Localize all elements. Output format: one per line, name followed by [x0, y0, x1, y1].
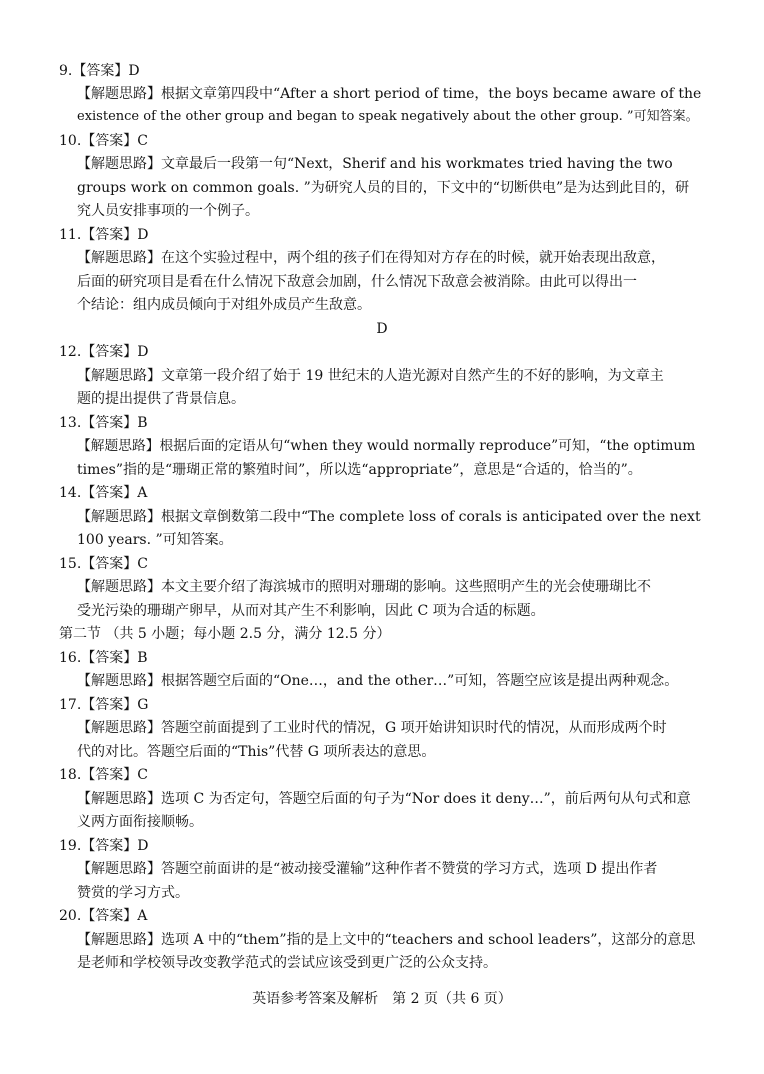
explanation-line: 【解题思路】选项 C 为否定句，答题空后面的句子为“Nor does it deny…”，前后两句从句式和意	[77, 791, 691, 807]
question-number: 13.	[59, 415, 82, 431]
explanation-line: 100 years. ”可知答案。	[77, 532, 233, 548]
answer-letter: D	[128, 63, 140, 79]
explanation-line: existence of the other group and began to speak negatively about the other group. ”可知答案。	[77, 109, 699, 124]
explanation-line: 受光污染的珊瑚产卵早，从而对其产生不利影响，因此 C 项为合适的标题。	[77, 603, 545, 619]
answer-heading-13	[59, 414, 148, 432]
explanation-line: 后面的研究项目是看在什么情况下敌意会加剧，什么情况下敌意会被消除。由此可以得出一	[77, 274, 637, 290]
answer-letter: B	[137, 415, 148, 431]
question-number: 20.	[59, 908, 82, 924]
explanation-line: 【解题思路】根据后面的定语从句“when they would normally reproduce”可知，“the optimum	[77, 438, 696, 454]
explanation-line: 【解题思路】答题空前面讲的是“被动接受灌输”这种作者不赞赏的学习方式，选项 D 提出作者	[77, 861, 658, 877]
question-number: 15.	[59, 556, 82, 572]
answer-tag: 【答案】	[72, 63, 129, 79]
answer-tag: 【答案】	[81, 556, 138, 572]
answer-heading-9	[59, 62, 140, 80]
explanation-line: 【解题思路】根据答题空后面的“One…，and the other…”可知，答题空应该是提出两种观念。	[77, 673, 679, 689]
answer-letter: D	[137, 227, 149, 243]
answer-heading-19	[59, 837, 149, 855]
explanation-line: 【解题思路】文章第一段介绍了始于 19 世纪末的人造光源对自然产生的不好的影响，为文章主	[77, 368, 664, 384]
question-number: 9.	[59, 63, 73, 79]
explanation-line: 究人员安排事项的一个例子。	[77, 203, 259, 219]
answer-heading-17	[59, 696, 148, 714]
answer-tag: 【答案】	[81, 415, 138, 431]
answer-heading-20	[59, 907, 147, 925]
answer-heading-12	[59, 343, 149, 361]
page-footer: 英语参考答案及解析 第 2 页（共 6 页）	[252, 991, 512, 1007]
explanation-line: 题的提出提供了背景信息。	[77, 391, 245, 407]
explanation-line: 【解题思路】在这个实验过程中，两个组的孩子们在得知对方存在的时候，就开始表现出敌意，	[77, 250, 665, 266]
answer-letter: C	[137, 133, 148, 149]
question-number: 11.	[59, 227, 82, 243]
question-number: 19.	[59, 838, 82, 854]
answer-tag: 【答案】	[81, 133, 138, 149]
answer-heading-14	[59, 484, 147, 502]
question-number: 10.	[59, 133, 82, 149]
answer-tag: 【答案】	[81, 227, 138, 243]
explanation-line: times”指的是“珊瑚正常的繁殖时间”，所以选“appropriate”，意思是“合适的，恰当的”。	[77, 462, 642, 478]
explanation-line: 赞赏的学习方式。	[77, 885, 189, 901]
explanation-line: 【解题思路】本文主要介绍了海滨城市的照明对珊瑚的影响。这些照明产生的光会使珊瑚比不	[77, 579, 651, 595]
explanation-line: 【解题思路】根据文章倒数第二段中“The complete loss of corals is anticipated over the next	[77, 509, 701, 525]
answer-heading-10	[59, 132, 148, 150]
explanation-line: 【解题思路】根据文章第四段中“After a short period of time，the boys became aware of the	[77, 86, 702, 102]
question-number: 17.	[59, 697, 82, 713]
explanation-line: 代的对比。答题空后面的“This”代替 G 项所表达的意思。	[77, 744, 436, 760]
answer-tag: 【答案】	[81, 485, 138, 501]
question-number: 12.	[59, 344, 82, 360]
answer-letter: A	[137, 485, 148, 501]
question-number: 14.	[59, 485, 82, 501]
answer-tag: 【答案】	[81, 908, 138, 924]
answer-heading-18	[59, 766, 148, 784]
answer-tag: 【答案】	[81, 838, 138, 854]
answer-tag: 【答案】	[81, 650, 138, 666]
answer-letter: D	[137, 344, 149, 360]
explanation-line: groups work on common goals. ”为研究人员的目的，下文中的“切断供电”是为达到此目的，研	[77, 180, 690, 196]
question-number: 18.	[59, 767, 82, 783]
answer-tag: 【答案】	[81, 344, 138, 360]
answer-letter: G	[137, 697, 149, 713]
answer-letter: C	[137, 556, 148, 572]
answer-letter: C	[137, 767, 148, 783]
answer-heading-16	[59, 649, 148, 667]
explanation-line: 【解题思路】文章最后一段第一句“Next，Sherif and his workmates tried having the two	[77, 156, 673, 172]
answer-letter: D	[137, 838, 149, 854]
answer-tag: 【答案】	[81, 697, 138, 713]
answer-heading-11	[59, 226, 149, 244]
answer-letter: B	[137, 650, 148, 666]
explanation-line: 【解题思路】答题空前面提到了工业时代的情况，G 项开始讲知识时代的情况，从而形成两个时	[77, 720, 667, 736]
explanation-line: 【解题思路】选项 A 中的“them”指的是上文中的“teachers and school leaders”，这部分的意思	[77, 932, 696, 948]
answer-tag: 【答案】	[81, 767, 138, 783]
section-d-heading: D	[376, 321, 388, 337]
section-two-heading: 第二节 （共 5 小题；每小题 2.5 分，满分 12.5 分）	[59, 626, 391, 642]
explanation-line: 是老师和学校领导改变教学范式的尝试应该受到更广泛的公众支持。	[77, 955, 497, 971]
question-number: 16.	[59, 650, 82, 666]
answer-heading-15	[59, 555, 148, 573]
answer-letter: A	[137, 908, 148, 924]
explanation-line: 个结论：组内成员倾向于对组外成员产生敌意。	[77, 297, 371, 313]
explanation-line: 义两方面衔接顺畅。	[77, 814, 203, 830]
